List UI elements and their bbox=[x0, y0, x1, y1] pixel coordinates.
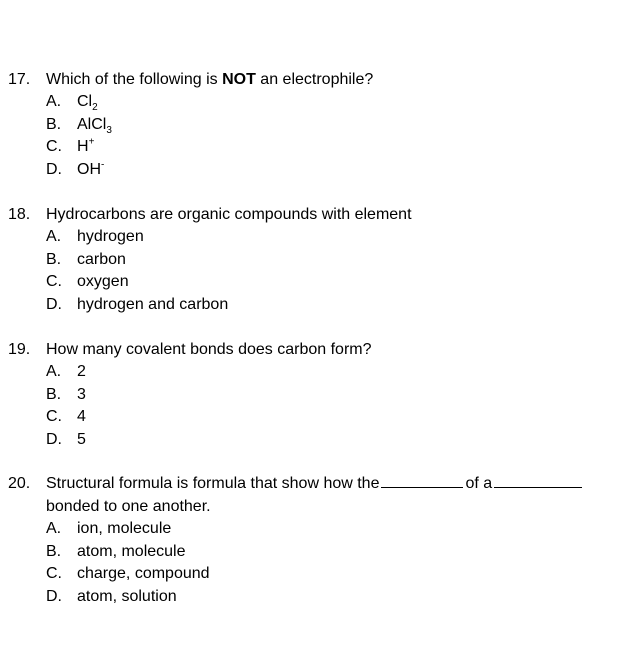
option-b[interactable] bbox=[8, 541, 613, 564]
option-letter: A. bbox=[46, 228, 62, 245]
option-d[interactable] bbox=[8, 429, 613, 452]
question-number: 18. bbox=[8, 206, 31, 223]
option-letter: A. bbox=[46, 363, 62, 380]
option-letter: C. bbox=[46, 408, 62, 425]
option-letter: B. bbox=[46, 385, 62, 403]
formula-superscript: + bbox=[88, 136, 95, 148]
question-text: Which of the following is bbox=[46, 71, 223, 88]
option-letter: A. bbox=[46, 93, 62, 110]
option-letter: D. bbox=[46, 160, 62, 178]
option-letter: D. bbox=[46, 587, 62, 605]
option-letter: A. bbox=[46, 520, 62, 537]
question-18 bbox=[8, 204, 613, 316]
question-number: 17. bbox=[8, 71, 31, 88]
option-text: atom, molecule bbox=[77, 542, 186, 560]
option-b[interactable] bbox=[8, 384, 613, 407]
option-text: 5 bbox=[77, 430, 86, 448]
formula-base: Cl bbox=[77, 93, 93, 110]
option-text: 4 bbox=[77, 408, 86, 425]
question-stem bbox=[8, 204, 613, 226]
option-text: charge, compound bbox=[77, 565, 210, 582]
formula-base: AlCl bbox=[77, 115, 107, 133]
formula-subscript: 3 bbox=[106, 124, 112, 136]
option-text: 3 bbox=[77, 385, 86, 403]
question-text: How many covalent bonds does carbon form? bbox=[46, 341, 372, 358]
option-letter: C. bbox=[46, 565, 62, 582]
option-c[interactable] bbox=[8, 406, 613, 429]
option-text: carbon bbox=[77, 250, 126, 268]
question-stem bbox=[8, 339, 613, 361]
option-d[interactable] bbox=[8, 159, 613, 182]
option-b[interactable] bbox=[8, 114, 613, 137]
option-text: oxygen bbox=[77, 273, 129, 290]
option-text: atom, solution bbox=[77, 587, 177, 605]
question-20 bbox=[8, 473, 613, 608]
question-text: Hydrocarbons are organic compounds with element bbox=[46, 206, 412, 223]
option-d[interactable] bbox=[8, 294, 613, 317]
option-letter: B. bbox=[46, 115, 62, 133]
option-text: hydrogen bbox=[77, 228, 144, 245]
question-stem-line2: bonded to one another. bbox=[46, 498, 211, 515]
formula-base: OH bbox=[77, 160, 101, 178]
option-text: hydrogen and carbon bbox=[77, 295, 229, 313]
option-text: 2 bbox=[77, 363, 86, 380]
question-text-bold: NOT bbox=[222, 71, 256, 88]
option-a[interactable] bbox=[8, 361, 613, 384]
option-a[interactable] bbox=[8, 91, 613, 114]
answer-blank[interactable] bbox=[494, 473, 582, 488]
option-a[interactable] bbox=[8, 518, 613, 541]
option-c[interactable] bbox=[8, 136, 613, 159]
option-letter: D. bbox=[46, 295, 62, 313]
option-c[interactable] bbox=[8, 563, 613, 586]
question-stem bbox=[8, 69, 613, 91]
option-letter: C. bbox=[46, 273, 62, 290]
option-d[interactable] bbox=[8, 586, 613, 609]
option-letter: B. bbox=[46, 542, 62, 560]
option-c[interactable] bbox=[8, 271, 613, 294]
option-a[interactable] bbox=[8, 226, 613, 249]
question-19 bbox=[8, 339, 613, 451]
question-text-continued: of a bbox=[465, 475, 493, 492]
question-number: 20. bbox=[8, 475, 31, 492]
question-17 bbox=[8, 69, 613, 181]
option-letter: C. bbox=[46, 138, 62, 155]
option-letter: B. bbox=[46, 250, 62, 268]
answer-blank[interactable] bbox=[381, 473, 463, 488]
option-text: ion, molecule bbox=[77, 520, 172, 537]
option-b[interactable] bbox=[8, 249, 613, 272]
question-text: Structural formula is formula that show how the bbox=[46, 475, 380, 492]
question-text-end: an electrophile? bbox=[255, 71, 374, 88]
question-number: 19. bbox=[8, 341, 31, 358]
formula-superscript: - bbox=[101, 159, 105, 171]
question-stem bbox=[8, 473, 613, 495]
option-letter: D. bbox=[46, 430, 62, 448]
formula-subscript: 2 bbox=[92, 102, 98, 114]
formula-base: H bbox=[77, 138, 89, 155]
